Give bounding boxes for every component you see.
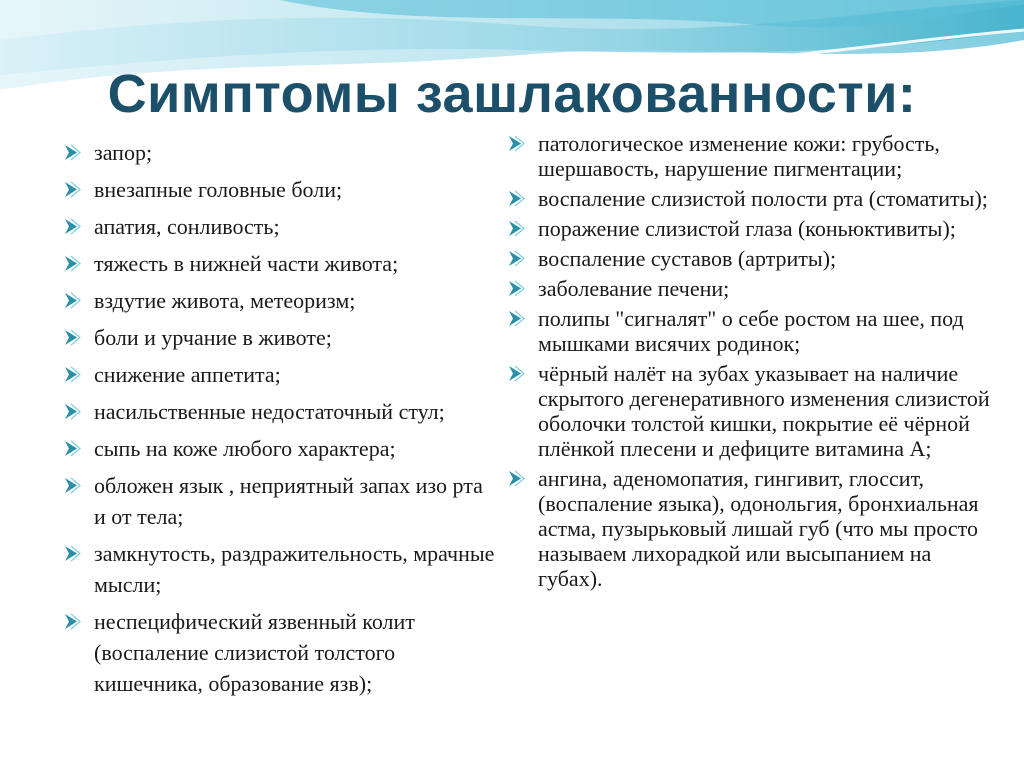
list-item-text: замкнутость, раздражительность, мрачные мысли; bbox=[94, 541, 495, 597]
list-item bbox=[60, 248, 500, 279]
list-item-text: боли и урчание в животе; bbox=[94, 325, 332, 350]
list-item bbox=[504, 186, 994, 211]
list-item-text: обложен язык , неприятный запах изо рта и от тела; bbox=[94, 473, 483, 529]
list-item-text: насильственные недостаточный стул; bbox=[94, 399, 445, 424]
list-item bbox=[60, 606, 500, 699]
arrow-chevron-icon bbox=[506, 466, 528, 491]
arrow-chevron-icon bbox=[62, 214, 84, 239]
arrow-chevron-icon bbox=[506, 216, 528, 241]
symptoms-list-right bbox=[504, 131, 994, 596]
list-item bbox=[60, 396, 500, 427]
list-item bbox=[60, 538, 500, 600]
list-item-text: полипы "сигналят" о себе ростом на шее, под мышками висячих родинок; bbox=[538, 306, 964, 356]
list-item bbox=[60, 322, 500, 353]
list-item bbox=[60, 137, 500, 168]
arrow-chevron-icon bbox=[62, 399, 84, 424]
list-item-text: апатия, сонливость; bbox=[94, 214, 280, 239]
list-item-text: внезапные головные боли; bbox=[94, 177, 343, 202]
list-item-text: тяжесть в нижней части живота; bbox=[94, 251, 399, 276]
arrow-chevron-icon bbox=[62, 436, 84, 461]
list-item bbox=[504, 306, 994, 356]
list-item-text: заболевание печени; bbox=[538, 276, 730, 301]
list-item bbox=[504, 276, 994, 301]
list-item bbox=[60, 470, 500, 532]
list-item bbox=[504, 246, 994, 271]
arrow-chevron-icon bbox=[62, 288, 84, 313]
list-item-text: снижение аппетита; bbox=[94, 362, 281, 387]
arrow-chevron-icon bbox=[62, 609, 84, 634]
list-item-text: неспецифический язвенный колит (воспаление слизистой толстого кишечника, образование язв); bbox=[94, 609, 415, 696]
list-item bbox=[504, 466, 994, 591]
list-item-text: воспаление слизистой полости рта (стоматиты); bbox=[538, 186, 988, 211]
list-item bbox=[60, 174, 500, 205]
arrow-chevron-icon bbox=[62, 541, 84, 566]
list-item bbox=[60, 211, 500, 242]
arrow-chevron-icon bbox=[62, 140, 84, 165]
list-item-text: сыпь на коже любого характера; bbox=[94, 436, 396, 461]
list-item bbox=[60, 359, 500, 390]
arrow-chevron-icon bbox=[62, 177, 84, 202]
arrow-chevron-icon bbox=[62, 251, 84, 276]
list-item bbox=[504, 361, 994, 461]
list-item bbox=[60, 433, 500, 464]
arrow-chevron-icon bbox=[62, 362, 84, 387]
arrow-chevron-icon bbox=[506, 246, 528, 271]
arrow-chevron-icon bbox=[506, 131, 528, 156]
list-item-text: поражение слизистой глаза (коньюктивиты); bbox=[538, 216, 956, 241]
symptoms-list-left bbox=[60, 137, 500, 705]
list-item-text: патологическое изменение кожи: грубость, шершавость, нарушение пигментации; bbox=[538, 131, 940, 181]
list-item-text: ангина, аденомопатия, гингивит, глоссит, (воспаление языка), одонольгия, бронхиальная астма, пузырьковый лишай губ (что мы просто называем лихорадкой или высыпанием на губах). bbox=[538, 466, 979, 591]
arrow-chevron-icon bbox=[62, 473, 84, 498]
slide-title: Симптомы зашлакованности: bbox=[107, 64, 917, 124]
list-item bbox=[60, 285, 500, 316]
arrow-chevron-icon bbox=[62, 325, 84, 350]
list-item bbox=[504, 131, 994, 181]
arrow-chevron-icon bbox=[506, 306, 528, 331]
list-item-text: запор; bbox=[94, 140, 153, 165]
arrow-chevron-icon bbox=[506, 361, 528, 386]
arrow-chevron-icon bbox=[506, 186, 528, 211]
arrow-chevron-icon bbox=[506, 276, 528, 301]
list-item bbox=[504, 216, 994, 241]
list-item-text: вздутие живота, метеоризм; bbox=[94, 288, 356, 313]
list-item-text: воспаление суставов (артриты); bbox=[538, 246, 837, 271]
list-item-text: чёрный налёт на зубах указывает на наличие скрытого дегенеративного изменения слизистой оболочки толстой кишки, покрытие её чёрной плёнкой плесени и дефиците витамина А; bbox=[538, 361, 990, 461]
